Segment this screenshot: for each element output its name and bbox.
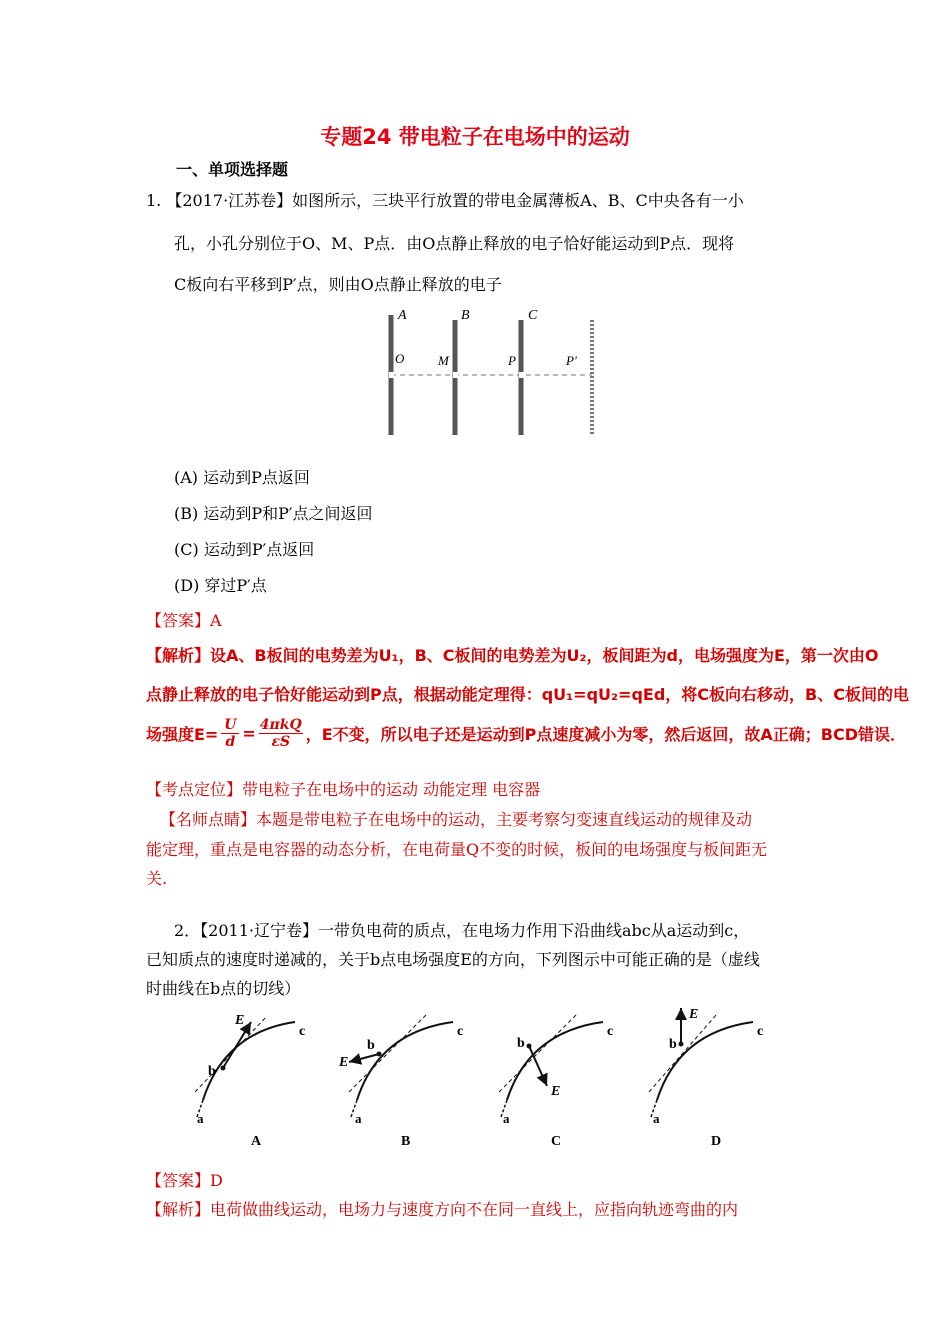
svg-text:b: b: [669, 1037, 677, 1052]
label-m: M: [438, 353, 449, 368]
label-o: O: [395, 351, 405, 366]
q2-answer: 【答案】D: [146, 1171, 223, 1190]
q1-line1: 1. 【2017·江苏卷】如图所示，三块平行放置的带电金属薄板A、B、C中央各有一小: [146, 191, 744, 210]
e-arrow: [223, 1022, 251, 1068]
svg-text:a: a: [355, 1111, 362, 1126]
option-label: A: [251, 1134, 262, 1149]
q1-mingshi-line3: 关.: [146, 869, 168, 888]
q1-analysis-line1: 【解析】设A、B板间的电势差为U₁，B、C板间的电势差为U₂，板间距为d，电场强度为E，第一次由O: [146, 646, 879, 665]
q1-line2: 孔，小孔分别位于O、M、P点．由O点静止释放的电子恰好能运动到P点．现将: [174, 234, 735, 253]
q1-option-b: (B) 运动到P和P′点之间返回: [174, 504, 373, 523]
svg-text:D: D: [711, 1134, 722, 1149]
option-c-diagram: [499, 1014, 613, 1149]
svg-text:E: E: [339, 1055, 349, 1070]
q2-curves-figure: [185, 1002, 785, 1157]
q1-kaodian: 【考点定位】带电粒子在电场中的运动 动能定理 电容器: [146, 780, 541, 799]
svg-text:a: a: [503, 1111, 510, 1126]
label-plate-b: B: [461, 308, 470, 323]
svg-text:B: B: [401, 1134, 411, 1149]
svg-text:a: a: [653, 1111, 660, 1126]
svg-text:E: E: [235, 1013, 245, 1028]
q1-analysis-line3: 场强度E= U d = 4πkQ εS ，E不变，所以电子还是运动到P点速度减小为零，然后返回，故A正确；BCD错误．: [146, 716, 907, 750]
svg-text:c: c: [457, 1024, 464, 1039]
section-heading: 一、单项选择题: [176, 160, 289, 179]
label-plate-a: A: [398, 308, 407, 323]
svg-text:c: c: [299, 1024, 306, 1039]
label-p: P: [508, 353, 516, 368]
q1-mingshi-line1: 【名师点睛】本题是带电粒子在电场中的运动，主要考察匀变速直线运动的规律及动: [160, 810, 753, 829]
svg-text:a: a: [197, 1111, 204, 1126]
q1-analysis-line2: 点静止释放的电子恰好能运动到P点，根据动能定理得：qU₁=qU₂=qEd，将C板向右移动，B、C板间的电: [146, 685, 909, 704]
q1-mingshi-line2: 能定理，重点是电容器的动态分析，在电荷量Q不变的时候，板间的电场强度与板间距无: [146, 840, 768, 859]
svg-text:b: b: [367, 1038, 375, 1053]
svg-text:b: b: [517, 1036, 525, 1051]
q2-line3: 时曲线在b点的切线）: [146, 979, 301, 998]
label-plate-c: C: [528, 308, 538, 323]
svg-text:C: C: [551, 1134, 562, 1149]
fraction-4pikq-es: 4πkQ εS: [259, 716, 302, 750]
q1-plates-figure: [375, 305, 605, 440]
q1-line3: C板向右平移到P′点，则由O点静止释放的电子: [174, 275, 502, 294]
q1-option-a: (A) 运动到P点返回: [174, 468, 310, 487]
q1-answer: 【答案】A: [146, 611, 222, 630]
svg-text:E: E: [689, 1007, 699, 1022]
label-p-prime: P': [566, 353, 577, 368]
curve: [203, 1022, 295, 1100]
q1-option-c: (C) 运动到P′点返回: [174, 540, 315, 559]
q2-line1: 2．【2011·辽宁卷】一带负电荷的质点，在电场力作用下沿曲线abc从a运动到c，: [174, 921, 750, 940]
svg-text:c: c: [757, 1024, 764, 1039]
svg-text:E: E: [551, 1084, 561, 1099]
option-d-diagram: [649, 1007, 763, 1149]
q1-option-d: (D) 穿过P′点: [174, 576, 267, 595]
svg-text:c: c: [607, 1024, 614, 1039]
svg-text:b: b: [208, 1064, 216, 1079]
option-a-diagram: [195, 1013, 305, 1149]
q2-analysis-line1: 【解析】电荷做曲线运动，电场力与速度方向不在同一直线上，应指向轨迹弯曲的内: [146, 1200, 739, 1219]
fraction-u-d: U d: [221, 717, 239, 750]
option-b-diagram: [338, 1014, 463, 1149]
page-title: 专题24 带电粒子在电场中的运动: [320, 125, 630, 149]
q2-line2: 已知质点的速度时递减的，关于b点电场强度E的方向，下列图示中可能正确的是（虚线: [146, 950, 760, 969]
